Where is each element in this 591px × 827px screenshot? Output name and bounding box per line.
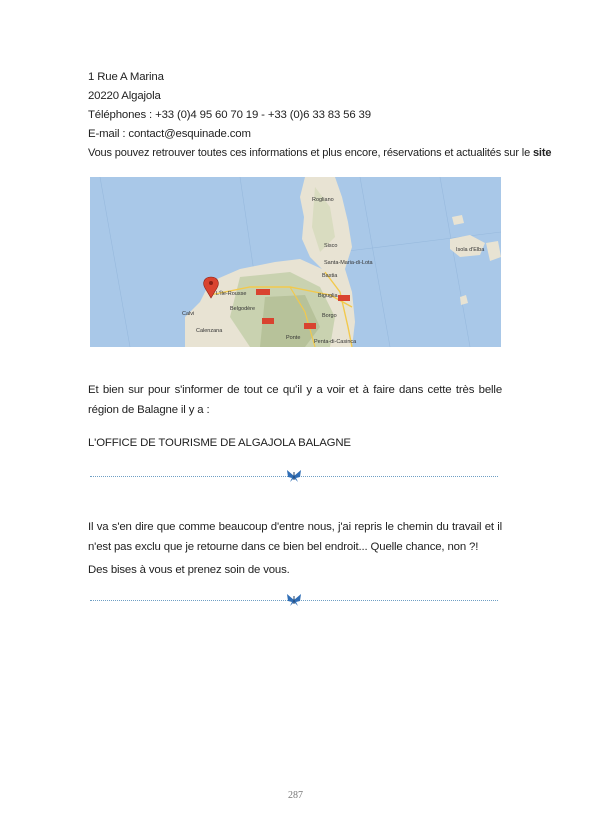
paragraph-return: Il va s'en dire que comme beaucoup d'entre nous, j'ai repris le chemin du travail et il n'est pas exclu que je retourne dans ce bien bel endroit... Quelle chance, non ?! (88, 521, 502, 553)
map-label-calenzana: Calenzana (196, 328, 223, 334)
office-heading: L'OFFICE DE TOURISME DE ALGAJOLA BALAGNE (88, 437, 351, 449)
map-label-calvi: Calvi (182, 311, 195, 317)
map-label-ponte: Ponte (286, 335, 301, 341)
map-label-belgodere: Belgodère (230, 306, 256, 312)
map-label-sisco: Sisco (324, 243, 338, 249)
page-number: 287 (288, 790, 303, 801)
map-label-biguglia: Biguglia (318, 293, 338, 299)
info-line (88, 144, 551, 162)
address-phones: Téléphones : +33 (0)4 95 60 70 19 - +33 (0)6 33 83 56 39 (88, 109, 371, 121)
closing-line: Des bises à vous et prenez soin de vous. (88, 564, 290, 576)
map-label-ponte-casinca: Penta-di-Casinca (314, 339, 357, 345)
map-label-isola: Isola d'Elba (456, 247, 485, 253)
info-text: Vous pouvez retrouver toutes ces informations et plus encore, réservations et actualités sur le (88, 147, 531, 159)
butterfly-icon (286, 593, 302, 607)
map-label-ile-rousse: L'Île-Rousse (216, 291, 247, 297)
address-email[interactable]: E-mail : contact@esquinade.com (88, 128, 251, 140)
butterfly-icon (286, 469, 302, 483)
site-link[interactable]: site (532, 147, 552, 159)
map-label-santa-maria: Santa-Maria-di-Lota (324, 260, 373, 266)
map-image (90, 177, 501, 347)
map-label-bastia: Bastia (322, 273, 338, 279)
map-label-rogliano: Rogliano (312, 197, 334, 203)
map-label-borgo: Borgo (322, 313, 337, 319)
paragraph-intro: Et bien sur pour s'informer de tout ce qu'il y a voir et à faire dans cette très belle région de Balagne il y a : (88, 384, 502, 416)
address-street: 1 Rue A Marina (88, 71, 164, 83)
address-city: 20220 Algajola (88, 90, 161, 102)
